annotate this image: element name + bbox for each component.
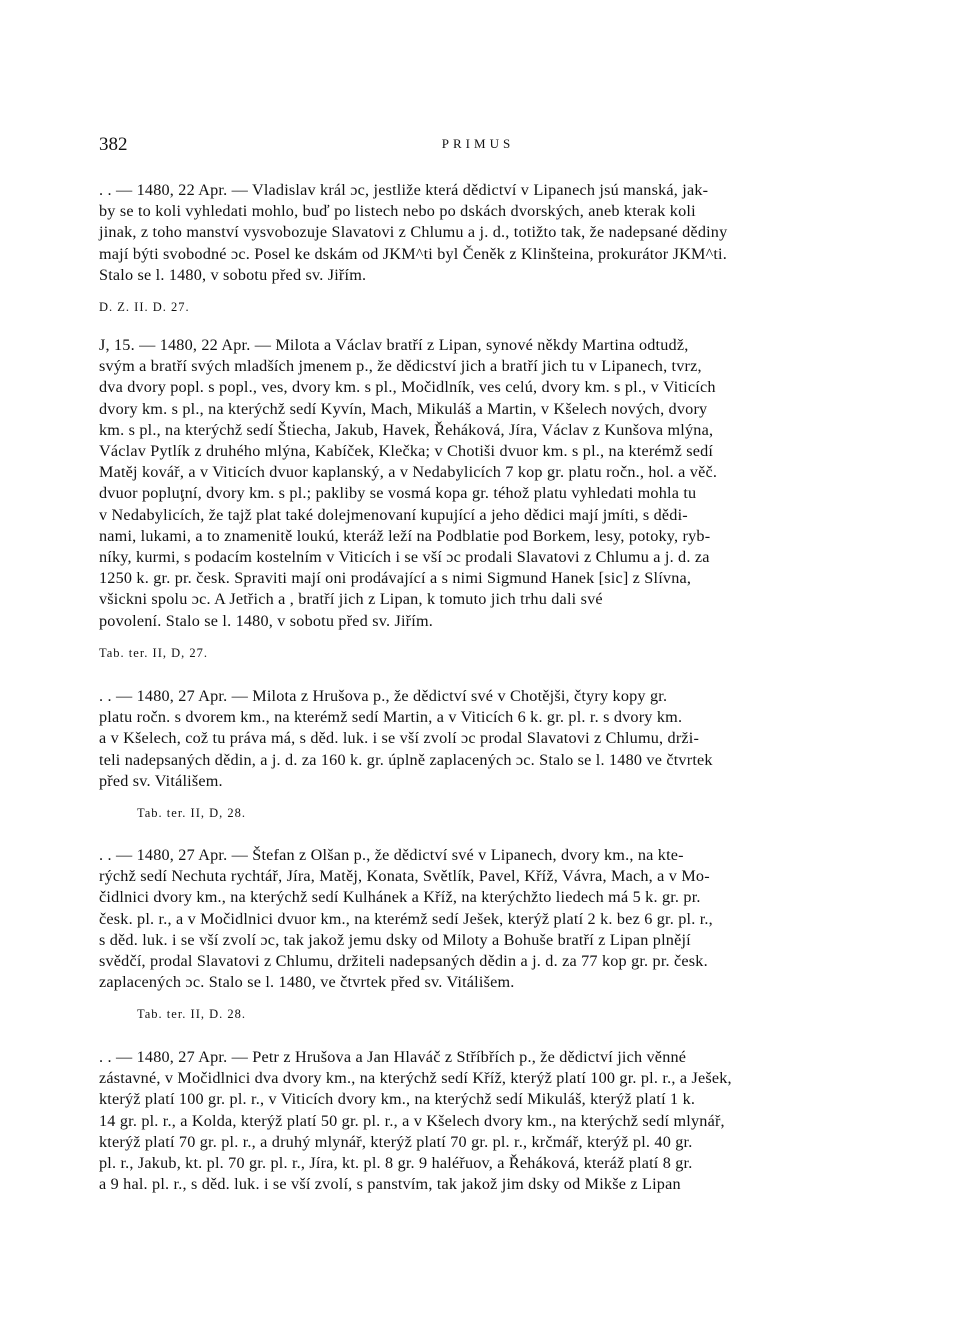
entry-2: [99, 335, 857, 661]
entry-citation: Tab. ter. II, D. 28.: [137, 1007, 247, 1022]
entry-citation: D. Z. II. D. 27.: [99, 300, 190, 315]
entry-3: [99, 686, 857, 821]
entry-text: . . — 1480, 27 Apr. — Milota z Hrušova p., že dědictví své v Chotějši, čtyry kopy gr. platu ročn. s dvorem km., na kterémž sedí Martin, a v Viticích 6 k. gr. pl. r. s dvory km. a v Kšelech, což tu práva má, s děd. luk. i se vší zvolí ɔc prodal Slavatovi z Chlumu, drži- teli nadepsaných dědin, a j. d. za 160 k. gr. úplně zaplacených ɔc. Stalo se l. 1480 ve čtvrtek před sv. Vitálišem.: [99, 687, 713, 790]
entry-text: . . — 1480, 27 Apr. — Petr z Hrušova a Jan Hlaváč z Stříbřích p., že dědictví jich věnné zástavné, v Močidlnici dva dvory km., na kterýchž sedí Kříž, kterýž platí 100 gr. pl. r., a Ješek, kterýž platí 100 gr. pl. r., v Viticích dvory km., na kterýchž sedí Mikuláš, kterýž platí 1 k. 14 gr. pl. r., a Kolda, kterýž platí 50 gr. pl. r., a v Kšelech dvory km., na kterýchž sedí mlynář, kterýž platí 70 gr. pl. r., a druhý mlynář, kterýž platí 70 gr. pl. r., krčmář, kterýž pl. 40 gr. pl. r., Jakub, kt. pl. 70 gr. pl. r., Jíra, kt. pl. 8 gr. 9 haléřuov, a Řeháková, kteráž platí 8 gr. a 9 hal. pl. r., s děd. luk. i se vší zvolí, s panstvím, tak jakož jim dsky od Mikše z Lipan: [99, 1048, 732, 1194]
entry-5: [99, 1047, 857, 1195]
running-title: PRIMUS: [441, 136, 515, 151]
entry-citation: Tab. ter. II, D, 28.: [137, 806, 247, 821]
page-header: [99, 134, 857, 158]
entry-text: . . — 1480, 22 Apr. — Vladislav král ɔc, jestliže která dědictví v Lipanech jsú manská, jak- by se to koli vyhledati mohlo, buď po listech nebo po dskách dvorských, aneb kterak koli jinak, z toho manství vysvobozuje Slavatovi z Chlumu a j. d., totižto tak, že nadepsané dědiny mají býti svobodné ɔc. Posel ke dskám od JKM^ti byl Čeněk z Klinšteina, prokurátor JKM^ti. Stalo se l. 1480, v sobotu před sv. Jiřím.: [99, 181, 728, 284]
entry-1: [99, 180, 857, 315]
entry-4: [99, 845, 857, 1022]
entry-text: . . — 1480, 27 Apr. — Štefan z Olšan p., že dědictví své v Lipanech, dvory km., na kte- rýchž sedí Nechuta rychtář, Jíra, Matěj, Konata, Světlík, Pavel, Kříž, Vávra, Mach, a v Mo- čidlnici dvory km., na kterýchž sedí Kulhánek a Kříž, na kterýchžto liedech má 5 k. gr. pr. česk. pl. r., a v Močidlnici dvuor km., na kterémž sedí Ješek, kterýž platí 2 k. bez 6 gr. pl. r., s děd. luk. i se vší zvolí ɔc, tak jakož jemu dsky od Miloty a Bohuše bratří z Lipan plnějí svědčí, prodal Slavatovi z Chlumu, držiteli nadepsaných dědin a j. d. za 77 kop gr. pr. česk. zaplacených ɔc. Stalo se l. 1480, ve čtvrtek před sv. Vitálišem.: [99, 846, 713, 992]
entry-text: J, 15. — 1480, 22 Apr. — Milota a Václav bratří z Lipan, synové někdy Martina odtudž, svým a bratří svých mladších jmenem p., že dědicství jich a bratří jich tu v Lipanech, tvrz, dva dvory popl. s popl., ves, dvory km. s pl., Močidlník, ves celú, dvory km. s pl., v Viticích dvory km. s pl., na kterýchž sedí Kyvín, Mach, Mikuláš a Martin, v Kšelech nových, dvory km. s pl., na kterýchž sedí Štiecha, Jakub, Havek, Řeháková, Jíra, Václav z Kunšova mlýna, Václav Pytlík z druhého mlýna, Kabíček, Klečka; v Chotiši dvuor km. s pl., na kterémž sedí Matěj kovář, a v Viticích dvuor kaplanský, a v Nedabylicích 7 kop gr. platu ročn., hol. a věč. dvuor popluţní, dvory km. s pl.; pakliby se vosmá kopa gr. téhož platu vyhledati mohla tu v Nedabylicích, že tajž plat také dolejmenovaní kupující a jeho dědici mají jmíti, s dědi- nami, lukami, a to znamenitě loukú, kteráž leží na Podblatie pod Borkem, lesy, potoky, ryb- níky, kurmi, s podacím kostelním v Viticích i se vší ɔc prodali Slavatovi z Chlumu a j. d. za 1250 k. gr. pr. česk. Spraviti mají oni prodávající a s nimi Sigmund Hanek [sic] z Slívna, všickni spolu ɔc. A Jetřich a , bratří jich z Lipan, k tomuto jich trhu dali své povolení. Stalo se l. 1480, v sobotu před sv. Jiřím.: [99, 336, 718, 630]
entry-citation: Tab. ter. II, D, 27.: [99, 645, 209, 660]
page-number: 382: [99, 134, 128, 155]
